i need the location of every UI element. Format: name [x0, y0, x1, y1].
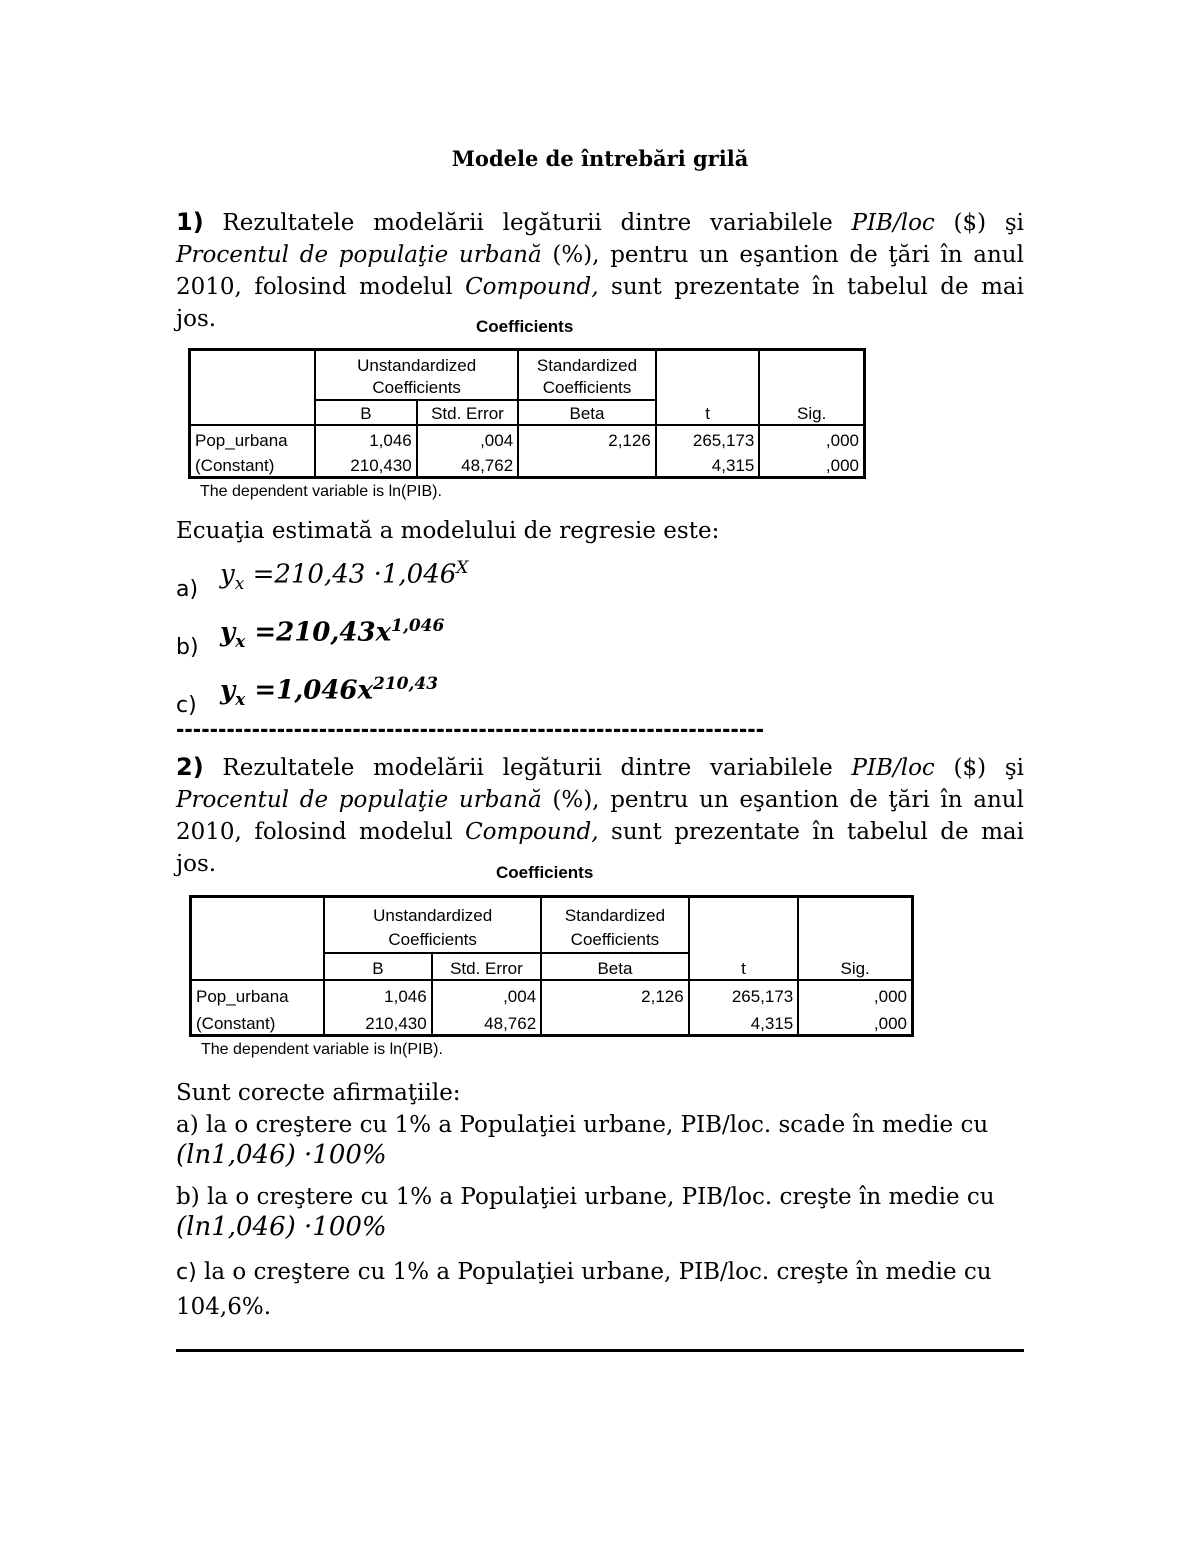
question-1-text: [176, 206, 1024, 335]
cell-beta: 2,126: [518, 425, 656, 451]
question-2-text: [176, 751, 1024, 880]
column-header-beta: Beta: [541, 953, 689, 980]
question-text: ($) şi: [934, 755, 1024, 781]
cell-std-error: 48,762: [432, 1007, 541, 1035]
variable-name: Procentul de populaţie urbană: [176, 787, 542, 813]
column-header-b: B: [324, 953, 432, 980]
header-unstandardized: Unstandardized Coefficients: [315, 350, 518, 401]
table-footnote: The dependent variable is ln(PIB).: [200, 483, 442, 500]
coefficients-table: [189, 895, 914, 1037]
page-title: Modele de întrebări grilă: [451, 146, 749, 171]
cell-sig: ,000: [759, 451, 864, 477]
column-header-beta: Beta: [518, 400, 656, 425]
end-rule: [176, 1349, 1024, 1352]
cell-b: 1,046: [315, 425, 417, 451]
option-label: b): [176, 635, 199, 660]
cell-std-error: 48,762: [417, 451, 518, 477]
question-text: sunt prezentate în tabelul de mai jos.: [176, 274, 1024, 332]
row-label: Pop_urbana: [191, 980, 325, 1007]
option-label: a): [176, 577, 199, 602]
cell-b: 210,430: [315, 451, 417, 477]
cell-t: 4,315: [656, 451, 760, 477]
column-header-sig: Sig.: [840, 959, 870, 978]
question-2-prompt: Sunt corecte afirmaţiile:: [176, 1080, 461, 1106]
cell-beta: [518, 451, 656, 477]
separator-dashes: ----------------------------------------------------------------------: [176, 718, 765, 743]
question-text: Rezultatele modelării legăturii dintre variabilele: [203, 210, 852, 236]
option-a-formula: (ln1,046) ·100%: [176, 1140, 387, 1170]
option-label: c): [176, 693, 197, 718]
cell-beta: [541, 1007, 689, 1035]
header-empty-cell: [191, 897, 325, 981]
column-header-b: B: [315, 400, 417, 425]
cell-sig: ,000: [759, 425, 864, 451]
header-standardized: Standardized Coefficients: [541, 897, 689, 954]
question-text: ($) şi: [934, 210, 1024, 236]
question-number: 2): [176, 753, 204, 781]
row-label: (Constant): [190, 451, 316, 477]
variable-name: PIB/loc: [851, 210, 935, 236]
table-row: [191, 1007, 913, 1035]
model-name: Compound,: [465, 274, 599, 300]
question-1-prompt: Ecuaţia estimată a modelului de regresie este:: [176, 518, 720, 544]
question-text: Rezultatele modelării legăturii dintre variabilele: [203, 755, 852, 781]
question-number: 1): [176, 208, 204, 236]
header-t-cell: [689, 897, 799, 981]
coefficients-table: [188, 348, 866, 479]
cell-t: 265,173: [656, 425, 760, 451]
option-b[interactable]: b) la o creştere cu 1% a Populaţiei urbane, PIB/loc. creşte în medie cu: [176, 1184, 995, 1210]
table-footnote: The dependent variable is ln(PIB).: [201, 1041, 443, 1058]
row-label: (Constant): [191, 1007, 325, 1035]
cell-sig: ,000: [798, 980, 912, 1007]
option-label: c): [176, 1260, 197, 1285]
cell-std-error: ,004: [432, 980, 541, 1007]
table-row: [190, 425, 865, 451]
cell-b: 210,430: [324, 1007, 432, 1035]
model-name: Compound,: [465, 819, 599, 845]
column-header-std-error: Std. Error: [432, 953, 541, 980]
header-sig-cell: [798, 897, 912, 981]
option-b-formula: (ln1,046) ·100%: [176, 1212, 387, 1242]
table-caption: Coefficients: [476, 317, 574, 336]
cell-beta: 2,126: [541, 980, 689, 1007]
header-t-cell: [656, 350, 760, 426]
header-standardized: Standardized Coefficients: [518, 350, 656, 401]
variable-name: Procentul de populaţie urbană: [176, 242, 542, 268]
column-header-std-error: Std. Error: [417, 400, 518, 425]
cell-std-error: ,004: [417, 425, 518, 451]
column-header-t: t: [705, 404, 710, 423]
question-text: (%), pentru un eşantion de ţări în anul 2010, folosind modelul: [176, 787, 1024, 845]
column-header-sig: Sig.: [797, 404, 827, 423]
option-equation: $y_x =210,43 \cdot 1,046^X$: [220, 558, 469, 594]
question-text: sunt prezentate în tabelul de mai jos.: [176, 819, 1024, 877]
variable-name: PIB/loc: [851, 755, 935, 781]
column-header-t: t: [741, 959, 746, 978]
cell-t: 4,315: [689, 1007, 799, 1035]
option-equation: $y_x =210,43x^{1,046}$: [220, 616, 445, 652]
table-row: [190, 451, 865, 477]
header-empty-cell: [190, 350, 316, 426]
cell-b: 1,046: [324, 980, 432, 1007]
cell-t: 265,173: [689, 980, 799, 1007]
option-equation: $y_x =1,046x^{210,43}$: [220, 674, 439, 710]
header-unstandardized: Unstandardized Coefficients: [324, 897, 541, 954]
option-c[interactable]: [176, 1255, 1024, 1324]
option-a[interactable]: a) la o creştere cu 1% a Populaţiei urbane, PIB/loc. scade în medie cu: [176, 1112, 989, 1138]
row-label: Pop_urbana: [190, 425, 316, 451]
question-text: (%), pentru un eşantion de ţări în anul 2010, folosind modelul: [176, 242, 1024, 300]
cell-sig: ,000: [798, 1007, 912, 1035]
header-sig-cell: [759, 350, 864, 426]
option-text: la o creştere cu 1% a Populaţiei urbane, PIB/loc. creşte în medie cu 104,6%.: [176, 1259, 992, 1320]
table-caption: Coefficients: [496, 863, 594, 882]
table-row: [191, 980, 913, 1007]
